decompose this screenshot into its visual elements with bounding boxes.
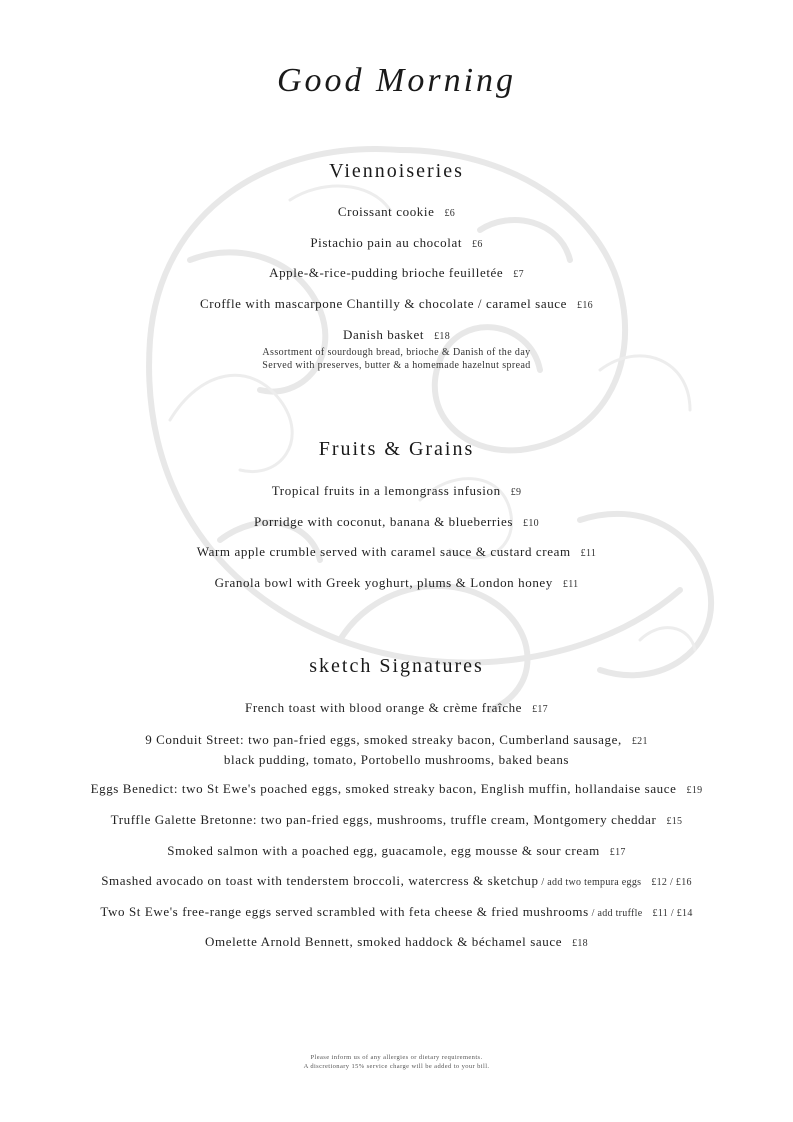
item-price: £17 [609,847,626,858]
description-line: Assortment of sourdough bread, brioche & Danish of the day [262,347,531,358]
menu-item [0,543,793,563]
item-name-line2: black pudding, tomato, Portobello mushrooms, baked beans [223,752,570,767]
item-name: Porridge with coconut, banana & blueberries [254,514,514,529]
menu-item [0,513,793,533]
danish-basket-description [0,346,793,372]
menu-item [0,731,793,769]
item-name: Granola bowl with Greek yoghurt, plums & London honey [214,575,553,590]
menu-item [0,933,793,953]
section-title-fruits-grains: Fruits & Grains [318,438,475,460]
menu-item [0,842,793,862]
section-title-signatures: sketch Signatures [309,655,484,677]
item-price: £6 [472,239,483,250]
item-name: Croissant cookie [337,204,435,219]
item-name: Tropical fruits in a lemongrass infusion [271,483,501,498]
item-price: £18 [572,938,588,949]
item-name: French toast with blood orange & crème fraîche [245,700,523,715]
item-addon: / add truffle [588,908,643,919]
menu-item [0,574,793,594]
item-price: £21 [631,736,648,747]
item-price: £19 [686,785,703,796]
page-title: Good Morning [276,62,517,99]
footer-note [0,1053,793,1071]
menu-item [0,811,793,831]
item-name: Truffle Galette Bretonne: two pan-fried eggs, mushrooms, truffle cream, Montgomery cheddar [110,812,657,827]
item-name: Apple-&-rice-pudding brioche feuilletée [269,265,504,280]
item-name: Smoked salmon with a poached egg, guacamole, egg mousse & sour cream [167,843,600,858]
menu-item [0,264,793,284]
item-price: £6 [444,208,456,219]
menu-item [0,872,793,892]
item-price: £12 / £16 [651,877,692,888]
menu-item [0,295,793,315]
item-price: £11 / £14 [652,908,693,919]
item-name: Croffle with mascarpone Chantilly & chocolate / caramel sauce [200,296,568,311]
menu-item [0,203,793,223]
item-name: Danish basket [343,327,425,342]
item-price: £17 [532,704,548,715]
menu-item [0,326,793,346]
item-price: £11 [580,548,597,559]
item-price: £11 [562,579,579,590]
item-price: £15 [666,816,683,827]
item-name: Smashed avocado on toast with tenderstem broccoli, watercress & sketchup [101,873,539,888]
menu-item [0,780,793,800]
item-name: Omelette Arnold Bennett, smoked haddock & béchamel sauce [205,934,563,949]
item-price: £7 [513,269,524,280]
menu-item [0,482,793,502]
item-addon: / add two tempura eggs [538,877,642,888]
menu-item [0,699,793,719]
item-price: £18 [434,331,450,342]
item-price: £9 [510,487,522,498]
description-line: Served with preserves, butter & a homemade hazelnut spread [262,360,531,371]
item-name-line [0,731,793,751]
footer-line: A discretionary 15% service charge will be added to your bill. [303,1063,490,1070]
menu-item [0,234,793,254]
item-price: £10 [523,518,539,529]
item-name: 9 Conduit Street: two pan-fried eggs, smoked streaky bacon, Cumberland sausage, [145,732,622,747]
item-price: £16 [577,300,593,311]
footer-line: Please inform us of any allergies or dietary requirements. [310,1054,483,1061]
item-name: Pistachio pain au chocolat [310,235,463,250]
menu-item [0,903,793,923]
item-name: Eggs Benedict: two St Ewe's poached eggs, smoked streaky bacon, English muffin, hollandaise sauce [90,781,677,796]
item-name: Warm apple crumble served with caramel sauce & custard cream [196,544,571,559]
section-title-viennoiseries: Viennoiseries [329,160,464,182]
item-name: Two St Ewe's free-range eggs served scrambled with feta cheese & fried mushrooms [100,904,589,919]
